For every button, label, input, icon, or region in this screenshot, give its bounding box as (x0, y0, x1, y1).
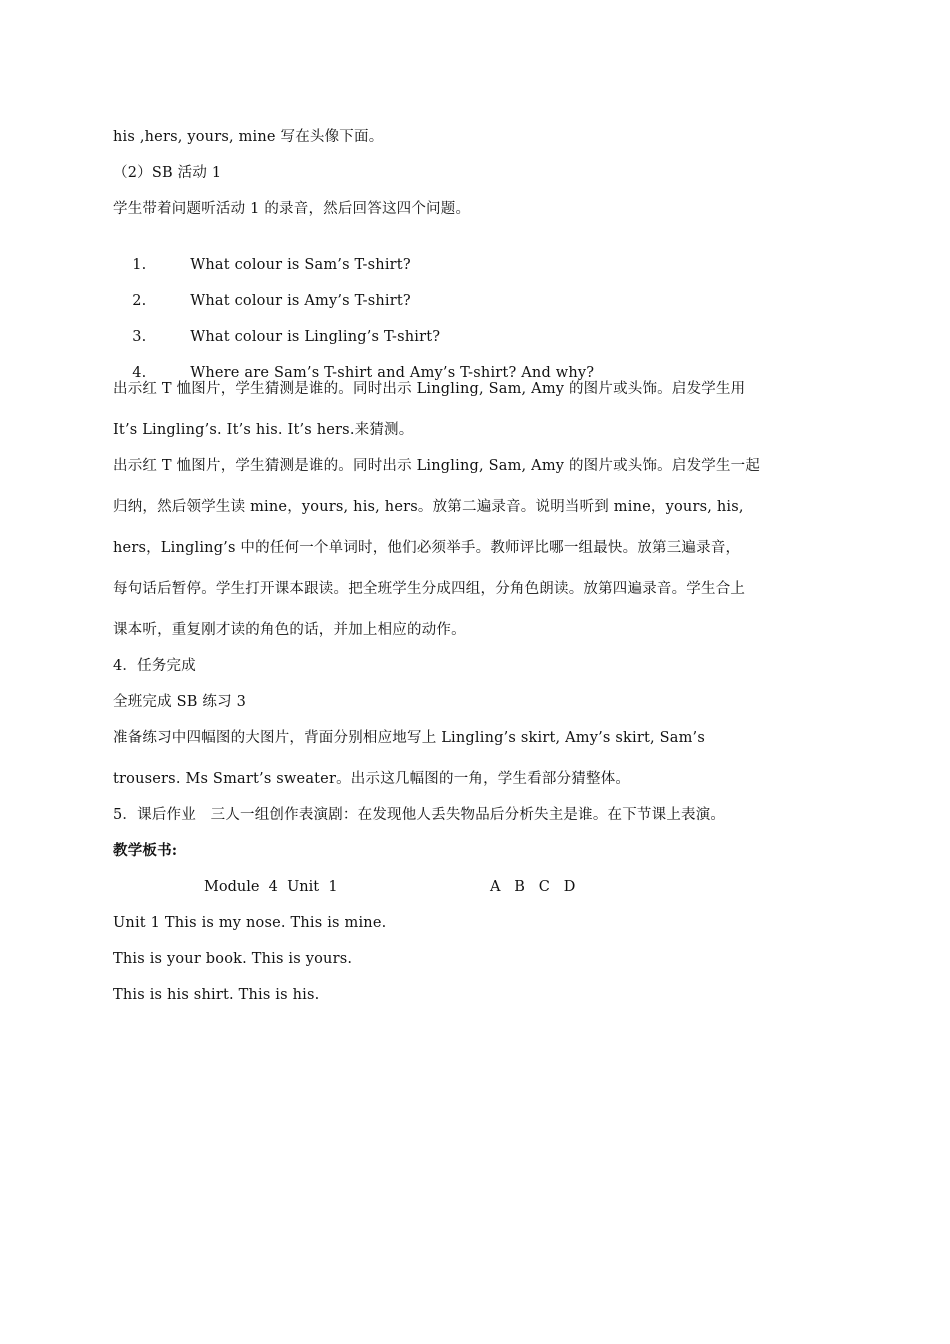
question-text: Where are Sam’s T-shirt and Amy’s T-shirt? And why? (190, 365, 595, 381)
text-line: 课本听，重复刚才读的角色的话，并加上相应的动作。 (113, 622, 466, 638)
board-line: This is his shirt. This is his. (113, 987, 320, 1003)
question-number: 1. (132, 257, 147, 273)
board-options: A B C D (490, 879, 576, 895)
text-line: （2）SB 活动 1 (113, 165, 222, 181)
question-number: 3. (132, 329, 147, 345)
section-heading: 5．课后作业 三人一组创作表演剧：在发现他人丢失物品后分析失主是谁。在下节课上表演。 (113, 807, 726, 823)
question-number: 4. (132, 365, 147, 381)
text-line: 出示红 T 恤图片，学生猜测是谁的。同时出示 Lingling, Sam, Amy 的图片或头饰。启发学生用 (113, 381, 746, 397)
text-line: 每句话后暂停。学生打开课本跟读。把全班学生分成四组，分角色朗读。放第四遍录音。学生合上 (113, 581, 746, 597)
board-line: Unit 1 This is my nose. This is mine. (113, 915, 387, 931)
question-number: 2. (132, 293, 147, 309)
board-line: This is your book. This is yours. (113, 951, 353, 967)
text-line: 学生带着问题听活动 1 的录音，然后回答这四个问题。 (113, 201, 471, 217)
question-text: What colour is Sam’s T-shirt? (190, 257, 411, 273)
text-line: 全班完成 SB 练习 3 (113, 694, 247, 710)
section-heading: 4．任务完成 (113, 658, 196, 674)
text-line: his ,hers, yours, mine 写在头像下面。 (113, 129, 384, 145)
text-line: 准备练习中四幅图的大图片，背面分别相应地写上 Lingling’s skirt, Amy’s skirt, Sam’s (113, 730, 705, 746)
text-line: It’s Lingling’s. It’s his. It’s hers.来猜测。 (113, 422, 414, 438)
question-text: What colour is Amy’s T-shirt? (190, 293, 411, 309)
question-text: What colour is Lingling’s T-shirt? (190, 329, 441, 345)
text-line: 出示红 T 恤图片，学生猜测是谁的。同时出示 Lingling, Sam, Amy 的图片或头饰。启发学生一起 (113, 458, 761, 474)
text-line: trousers. Ms Smart’s sweater。出示这几幅图的一角，学生看部分猜整体。 (113, 771, 631, 787)
board-module-line: Module 4 Unit 1 (204, 879, 338, 895)
text-line: hers，Lingling’s 中的任何一个单词时，他们必须举手。教师评比哪一组最快。放第三遍录音， (113, 540, 741, 556)
board-heading: 教学板书: (113, 842, 178, 859)
text-line: 归纳，然后领学生读 mine，yours, his, hers。放第二遍录音。说明当听到 mine，yours, his, (113, 499, 744, 515)
